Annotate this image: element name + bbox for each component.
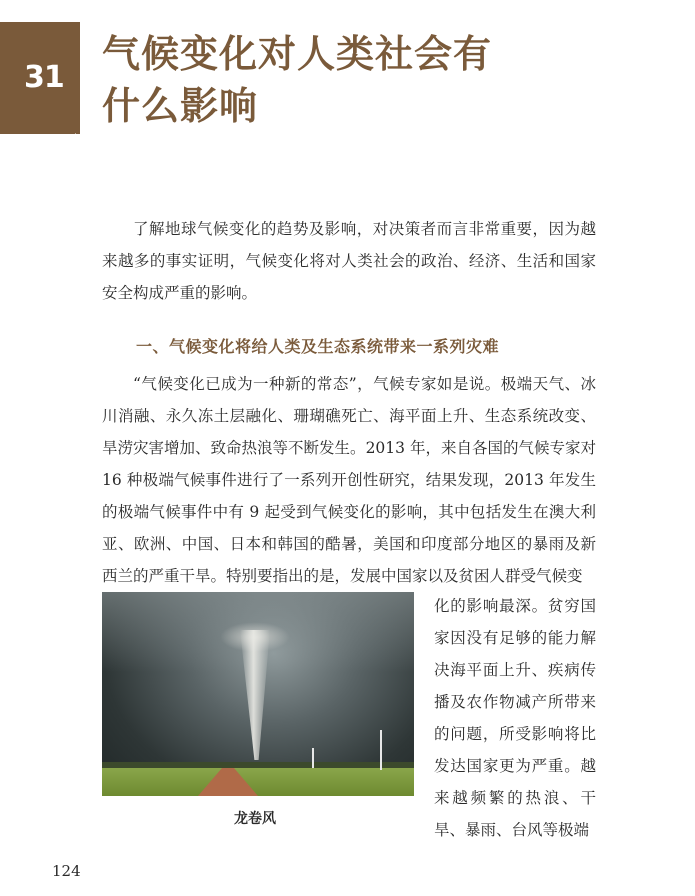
section-paragraph: “气候变化已成为一种新的常态”，气候专家如是说。极端天气、冰川消融、永久冻土层融化、珊瑚礁死亡、海平面上升、生态系统改变、旱涝灾害增加、致命热浪等不断发生。2013 年，来自各国的气候专家对 16 种极端气候事件进行了一系列开创性研究，结果发现，2013 年发生的极端气候事件中有 9 起受到气候变化的影响，其中包括发生在澳大利亚、欧洲、中国、日本和韩国的酷暑，美国和印度部分地区的暴雨及新西兰的严重干旱。特别要指出的是，发展中国家以及贫困人群受气候变 xyxy=(102,375,596,585)
wrapped-paragraph: 化的影响最深。贫穷国家因没有足够的能力解决海平面上升、疾病传播及农作物减产所带来的问题，所受影响将比发达国家更为严重。越来越频繁的热浪、干旱、暴雨、台风等极端 xyxy=(434,597,596,839)
chapter-number: 31 xyxy=(24,60,64,95)
chapter-badge xyxy=(0,22,80,134)
wind-turbine xyxy=(380,730,382,770)
wind-turbine xyxy=(312,748,314,768)
tornado-photo xyxy=(102,592,414,796)
chapter-corner-notch xyxy=(62,133,76,147)
title-line-1: 气候变化对人类社会有 xyxy=(102,32,493,76)
page-title xyxy=(102,28,662,132)
intro-paragraph: 了解地球气候变化的趋势及影响，对决策者而言非常重要，因为越来越多的事实证明，气候变化将对人类社会的政治、经济、生活和国家安全构成严重的影响。 xyxy=(102,220,596,302)
title-line-2: 什么影响 xyxy=(102,84,259,128)
page-number: 124 xyxy=(52,862,81,880)
tornado-funnel xyxy=(240,630,270,760)
figure-caption: 龙卷风 xyxy=(234,811,276,827)
section-heading: 一、气候变化将给人类及生态系统带来一系列灾难 xyxy=(136,337,500,356)
grass-field xyxy=(102,768,414,796)
